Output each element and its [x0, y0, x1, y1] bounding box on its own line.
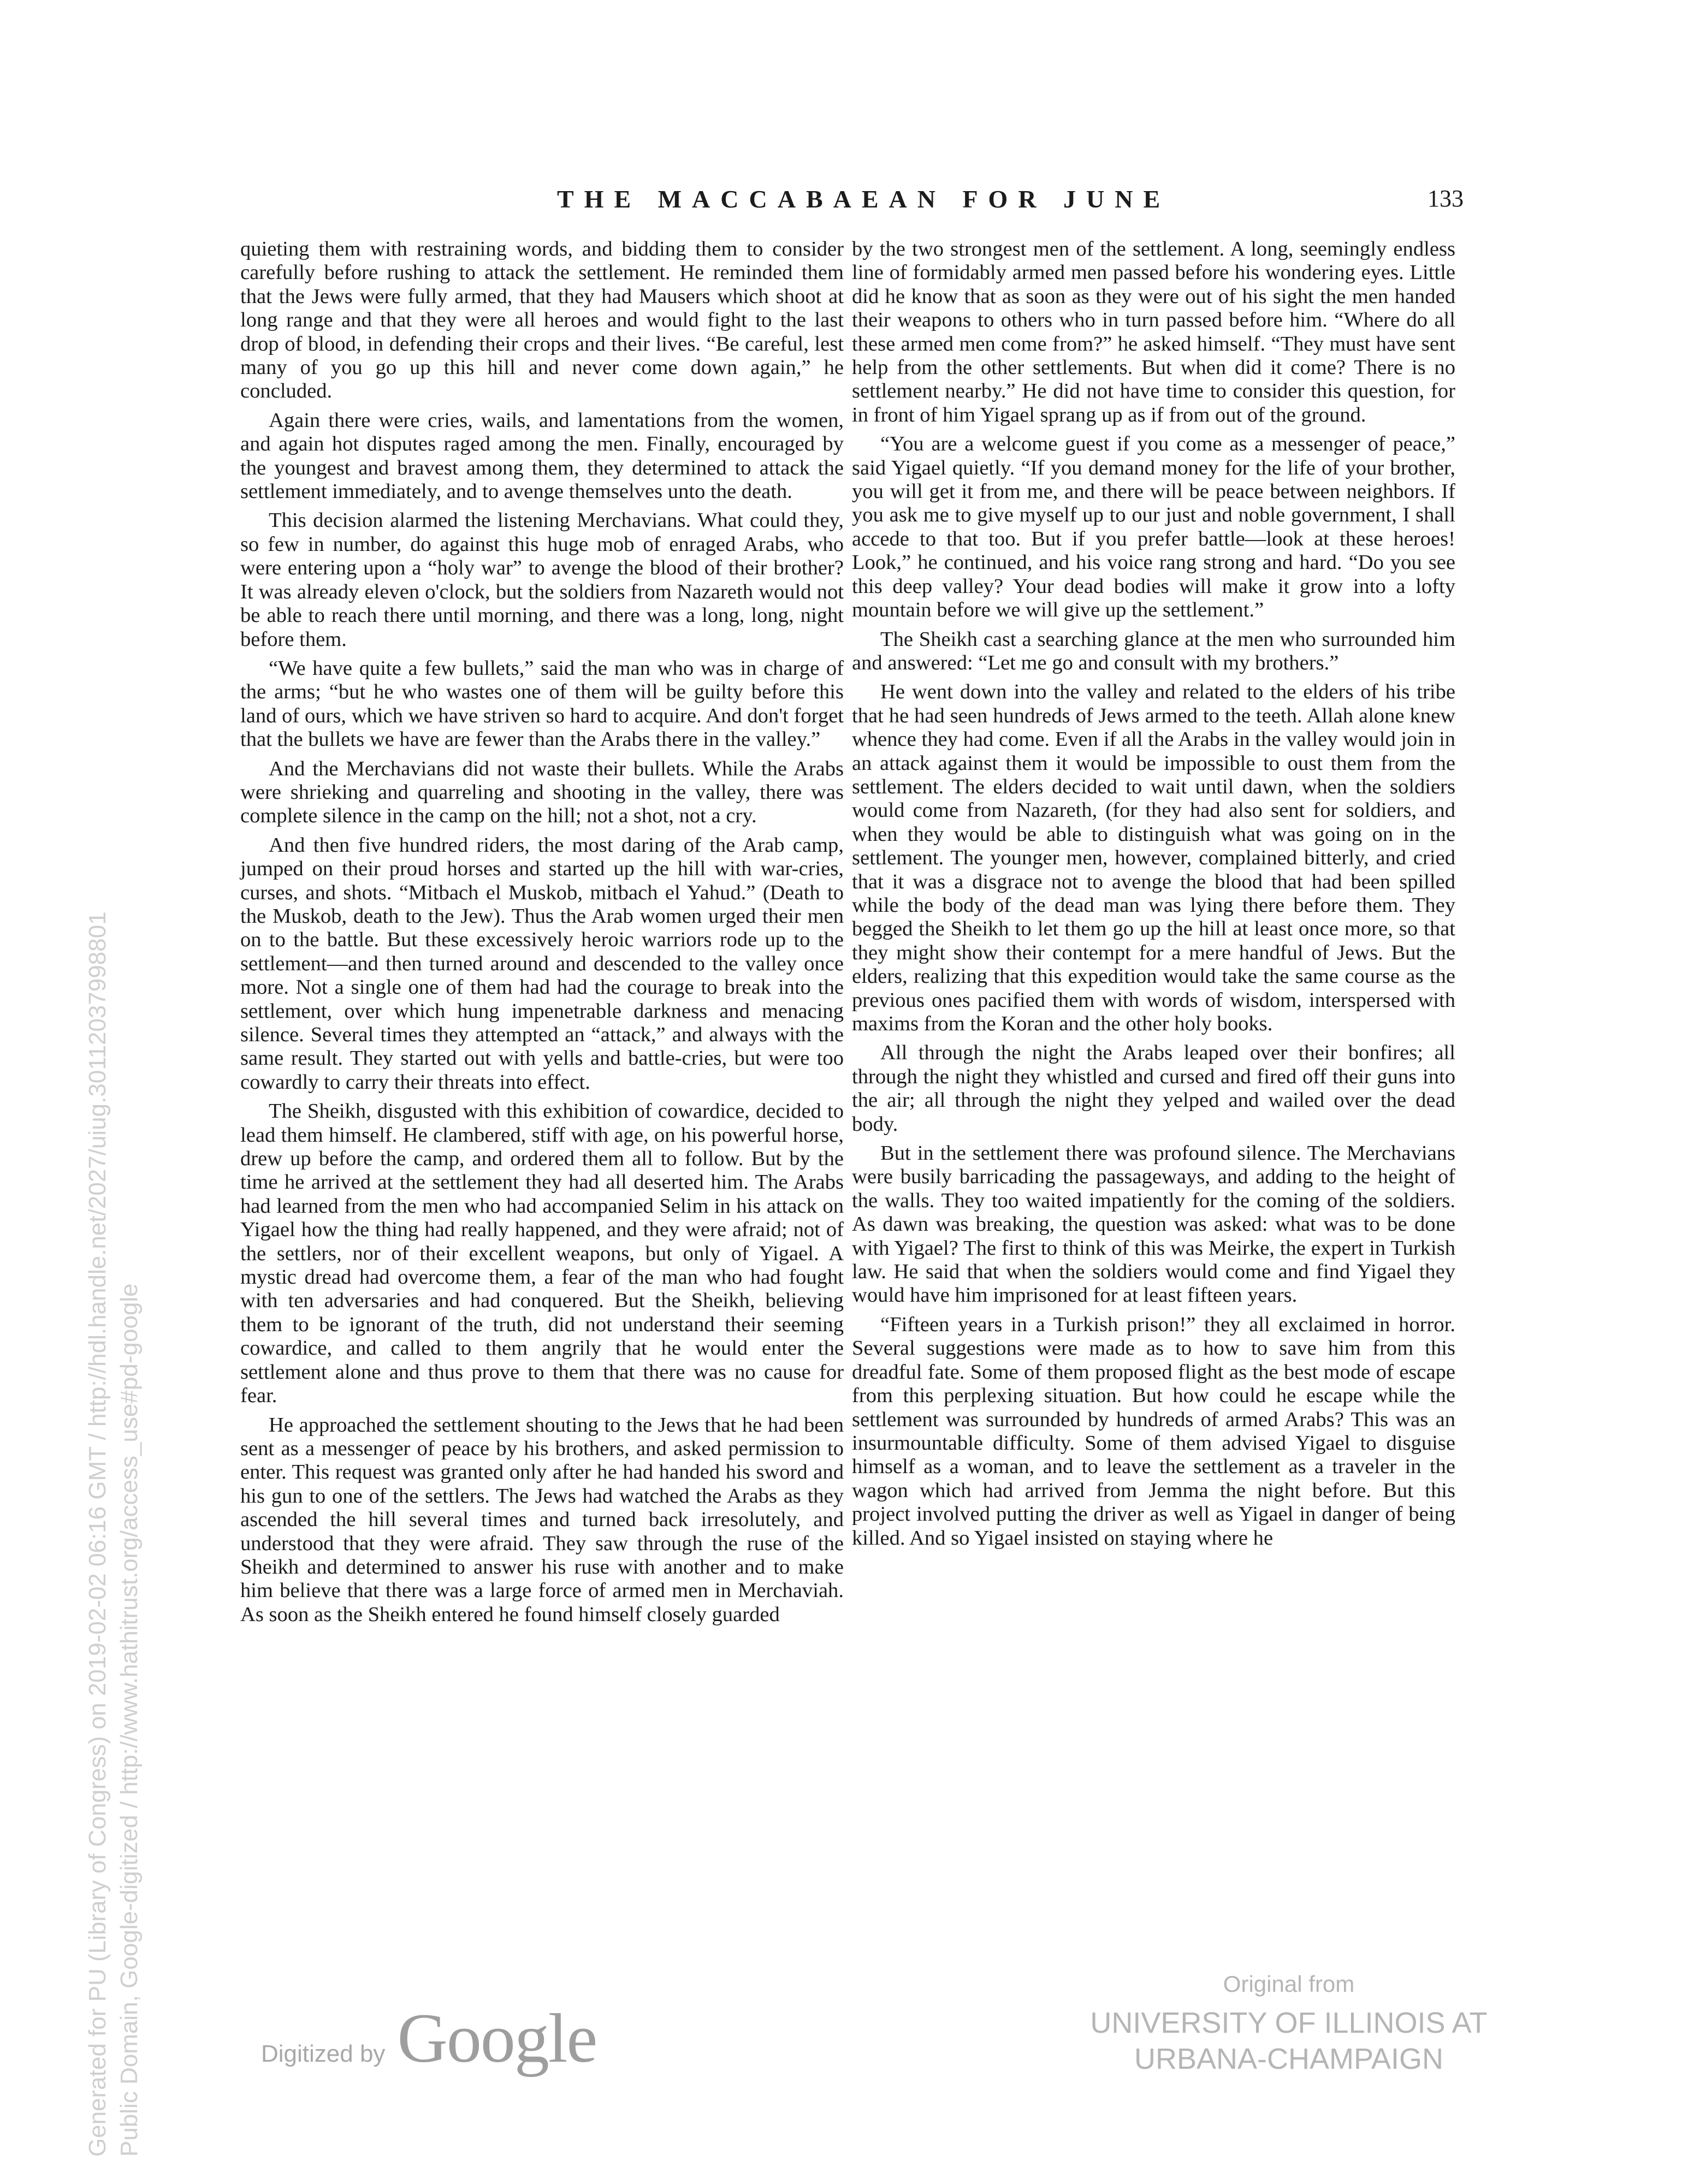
- paragraph: He went down into the valley and related to the elders of his tribe that he had seen hundreds of Jews armed to the teeth. Allah alone knew whence they had come. Even if all the Arabs in the valley would join in an attack against them it would be impossible to oust them from the settlement. The elders decided to wait until dawn, when the soldiers would come from Nazareth, (for they had also sent for soldiers, and when they would be able to distinguish what was going on in the settlement. The younger men, however, complained bitterly, and cried that it was a disgrace not to avenge the blood that had been spilled while the body of the dead man was lying there before them. They begged the Sheikh to let them go up the hill at least once more, so that they might show their contempt for a mere handful of Jews. But the elders, realizing that this expedition would take the same course as the previous ones pacified them with words of wisdom, interspersed with maxims from the Koran and the other holy books.: [852, 680, 1455, 1035]
- paragraph: He approached the settlement shouting to the Jews that he had been sent as a messenger of peace by his brothers, and asked permission to enter. This request was granted only after he had handed his sword and his gun to one of the settlers. The Jews had watched the Arabs as they ascended the hill several times and turned back irresolutely, and understood that they were afraid. They saw through the ruse of the Sheikh and determined to answer his ruse with another and to make him believe that there was a large force of armed men in Merchaviah. As soon as the Sheikh entered he found himself closely guarded: [240, 1413, 844, 1626]
- paragraph: “You are a welcome guest if you come as a messenger of peace,” said Yigael quietly. “If you demand money for the life of your brother, you will get it from me, and there will be peace between neighbors. If you ask me to give myself up to our just and noble government, I shall accede to that too. But if you prefer battle—look at these heroes! Look,” he continued, and his voice rang strong and hard. “Do you see this deep valley? Your dead bodies will make it grow into a lofty mountain before we will give up the settlement.”: [852, 432, 1455, 622]
- original-from-block: [1054, 1971, 1524, 2077]
- original-from-label: Original from: [1223, 1971, 1355, 1997]
- google-logo: Google: [397, 1999, 597, 2077]
- paragraph: by the two strongest men of the settlement. A long, seemingly endless line of formidably armed men passed before his wondering eyes. Little did he know that as soon as they were out of his sight the men handed their weapons to others who in turn passed before him. “Where do all these armed men come from?” he asked himself. “They must have sent help from the other settlements. But when did it come? There is no settlement nearby.” He did not have time to consider this question, for in front of him Yigael sprang up as if from out of the ground.: [852, 238, 1455, 426]
- paragraph: “Fifteen years in a Turkish prison!” they all exclaimed in horror. Several suggestions were made as to how to save him from this dreadful fate. Some of them proposed flight as the best mode of escape from this perplexing situation. But how could he escape while the settlement was surrounded by hundreds of armed Arabs? This was an insurmountable difficulty. Some of them advised Yigael to disguise himself as a woman, and to leave the settlement as a traveler in the wagon which had arrived from Jemma the night before. But this project involved putting the driver as well as Yigael in danger of being killed. And so Yigael insisted on staying where he: [852, 1313, 1455, 1550]
- journal-title: THE MACCABAEAN FOR JUNE: [557, 185, 1171, 213]
- paragraph: And then five hundred riders, the most daring of the Arab camp, jumped on their proud horses and started up the hill with war-cries, curses, and shots. “Mitbach el Muskob, mitbach el Yahud.” (Death to the Muskob, death to the Jew). Thus the Arab women urged their men on to the battle. But these excessively heroic warriors rode up to the settlement—and then turned around and descended to the valley once more. Not a single one of them had had the courage to break into the settlement, over which hung impenetrable darkness and menacing silence. Several times they attempted an “attack,” and always with the same result. They started out with yells and battle-cries, but were too cowardly to carry their threats into effect.: [240, 833, 844, 1094]
- paragraph: And the Merchavians did not waste their bullets. While the Arabs were shrieking and quarreling and shooting in the valley, there was complete silence in the camp on the hill; not a shot, not a cry.: [240, 757, 844, 828]
- left-column: [240, 238, 844, 1627]
- institution-name-line2: URBANA-CHAMPAIGN: [1134, 2043, 1444, 2075]
- institution-name-line1: UNIVERSITY OF ILLINOIS AT: [1090, 2007, 1488, 2039]
- paragraph: “We have quite a few bullets,” said the man who was in charge of the arms; “but he who wastes one of them will be guilty before this land of ours, which we have striven so hard to acquire. And don't forget that the bullets we have are fewer than the Arabs there in the valley.”: [240, 656, 844, 751]
- paragraph: This decision alarmed the listening Merchavians. What could they, so few in number, do against this huge mob of enraged Arabs, who were entering upon a “holy war” to avenge the blood of their brother? It was already eleven o'clock, but the soldiers from Nazareth would not be able to reach there until morning, and there was a long, long, night before them.: [240, 509, 844, 651]
- digitized-by-label: Digitized by: [261, 2040, 386, 2067]
- paragraph: Again there were cries, wails, and lamentations from the women, and again hot disputes raged among the men. Finally, encouraged by the youngest and bravest among them, they determined to attack the settlement immediately, and to avenge themselves unto the death.: [240, 408, 844, 503]
- paragraph: The Sheikh cast a searching glance at the men who surrounded him and answered: “Let me go and consult with my brothers.”: [852, 627, 1455, 674]
- right-column: [852, 238, 1455, 1550]
- watermark-line: Public Domain, Google-digitized / http://www.hathitrust.org/access_use#pd-google: [116, 1283, 143, 2157]
- paragraph: quieting them with restraining words, and bidding them to consider carefully before rushing to attack the settlement. He reminded them that the Jews were fully armed, that they had Mausers which shoot at long range and that they were all heroes and would fight to the last drop of blood, in defending their crops and their lives. “Be careful, lest many of you go up this hill and never come down again,” he concluded.: [240, 238, 844, 403]
- paragraph: All through the night the Arabs leaped over their bonfires; all through the night they whistled and cursed and fired off their guns into the air; all through the night they yelped and wailed over the dead body.: [852, 1041, 1455, 1136]
- paragraph: But in the settlement there was profound silence. The Merchavians were busily barricading the passageways, and adding to the height of the walls. They too waited impatiently for the coming of the soldiers. As dawn was breaking, the question was asked: what was to be done with Yigael? The first to think of this was Meirke, the expert in Turkish law. He said that when the soldiers would come and find Yigael they would have him imprisoned for at least fifteen years.: [852, 1142, 1455, 1307]
- page-number: 133: [1428, 185, 1464, 212]
- hathitrust-watermark: [82, 911, 145, 2157]
- watermark-line: Generated for PU (Library of Congress) on 2019-02-02 06:16 GMT / http://hdl.handle.net/2027/uiug.30112037998801: [84, 911, 111, 2157]
- paragraph: The Sheikh, disgusted with this exhibition of cowardice, decided to lead them himself. He clambered, stiff with age, on his powerful horse, drew up before the camp, and ordered them all to follow. But by the time he arrived at the settlement they had all deserted him. The Arabs had learned from the men who had accompanied Selim in his attack on Yigael how the thing had really happened, and they were afraid; not of the settlers, nor of their excellent weapons, but only of Yigael. A mystic dread had overcome them, a fear of the man who had fought with ten adversaries and had conquered. But the Sheikh, believing them to be ignorant of the truth, did not understand their seeming cowardice, and called to them angrily that he would enter the settlement alone and thus prove to them that there was no cause for fear.: [240, 1100, 844, 1408]
- digitized-by-google: [261, 1998, 596, 2079]
